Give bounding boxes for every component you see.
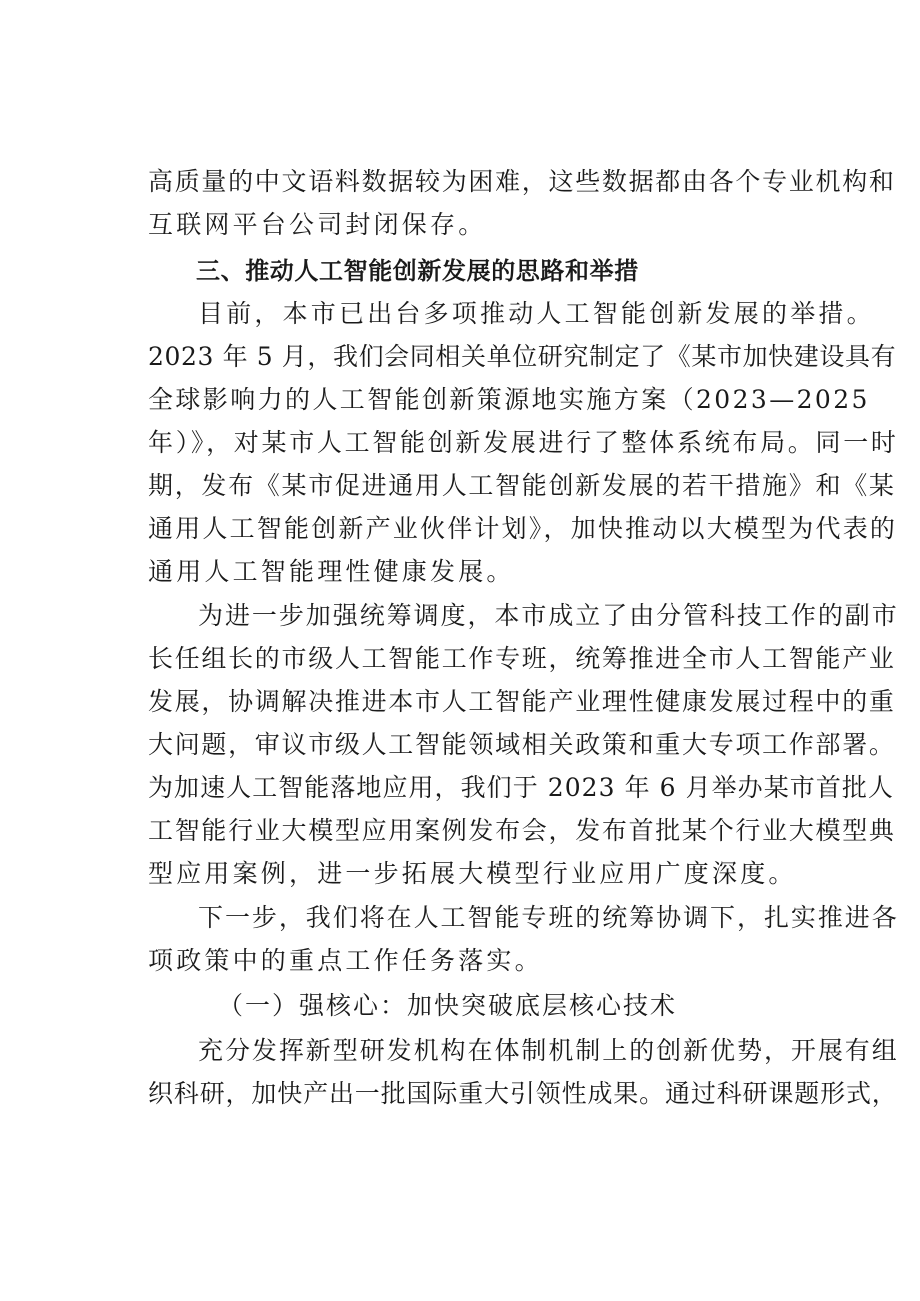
paragraph-line: 发展，协调解决推进本市人工智能产业理性健康发展过程中的重 [148,687,896,716]
paragraph-line: 织科研，加快产出一批国际重大引领性成果。通过科研课题形式， [148,1079,898,1108]
section-heading: 三、推动人工智能创新发展的思路和举措 [196,257,639,285]
paragraph-line: 2023 年 5 月，我们会同相关单位研究制定了《某市加快建设具有 [148,342,897,371]
paragraph-line: 通用人工智能理性健康发展。 [148,557,515,586]
paragraph-line: 项政策中的重点工作任务落实。 [148,946,543,975]
paragraph-line: 年）》，对某市人工智能创新发展进行了整体系统布局。同一时 [148,428,899,457]
paragraph-line: 为加速人工智能落地应用，我们于 2023 年 6 月举办某市首批人 [148,773,894,802]
paragraph-line: 下一步，我们将在人工智能专班的统筹协调下，扎实推进各 [198,903,899,932]
paragraph-line: 长任组长的市级人工智能工作专班，统筹推进全市人工智能产业 [148,644,896,673]
paragraph-line: 目前，本市已出台多项推动人工智能创新发展的举措。 [198,299,875,328]
paragraph-line: 高质量的中文语料数据较为困难，这些数据都由各个专业机构和 [148,167,896,196]
paragraph-line: 充分发挥新型研发机构在体制机制上的创新优势，开展有组 [198,1036,899,1065]
paragraph-line: 期，发布《某市促进通用人工智能创新发展的若干措施》和《某 [148,471,896,500]
paragraph-line: 大问题，审议市级人工智能领域相关政策和重大专项工作部署。 [148,730,896,759]
paragraph-line: 互联网平台公司封闭保存。 [148,210,487,239]
paragraph-line: 工智能行业大模型应用案例发布会，发布首批某个行业大模型典 [148,816,896,845]
paragraph-line: 为进一步加强统筹调度，本市成立了由分管科技工作的副市 [198,601,899,630]
paragraph-line: 通用人工智能创新产业伙伴计划》，加快推动以大模型为代表的 [148,514,898,543]
paragraph-line: 型应用案例，进一步拓展大模型行业应用广度深度。 [148,859,797,888]
subsection-heading: （一）强核心：加快突破底层核心技术 [218,991,678,1020]
paragraph-line: 全球影响力的人工智能创新策源地实施方案（2023—2025 [148,385,870,414]
